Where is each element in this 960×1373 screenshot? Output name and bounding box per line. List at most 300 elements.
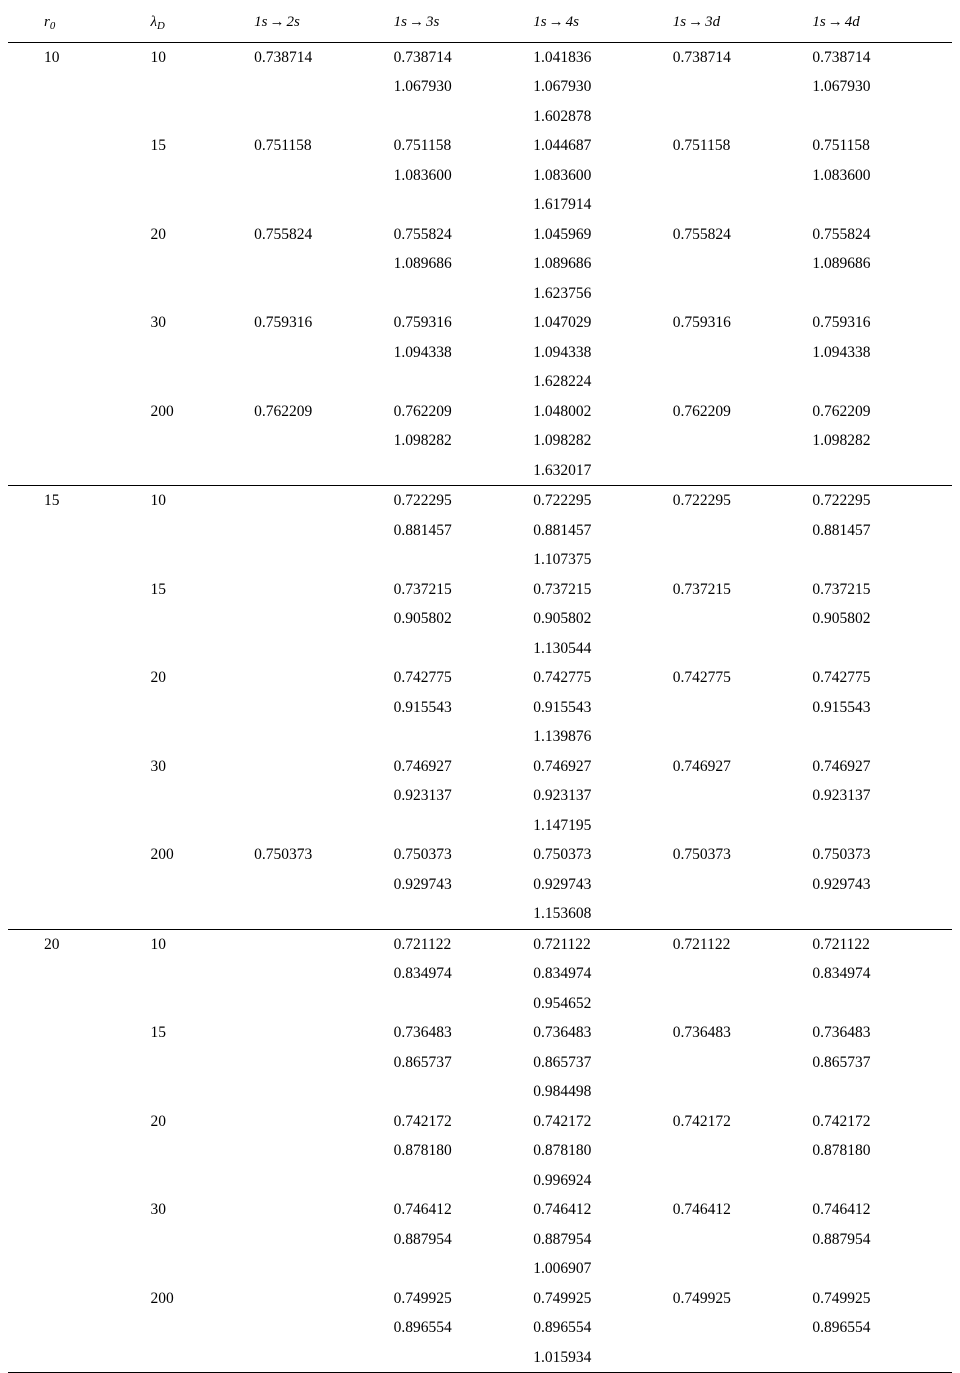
header-1s4s-to: 4s (565, 14, 579, 30)
table-row (8, 840, 952, 870)
cell-value-1s4s: 0.929743 (533, 875, 592, 893)
cell-r0 (8, 663, 142, 693)
table-row (8, 1166, 952, 1196)
cell-value-1s4d (812, 1166, 952, 1196)
cell-value-1s3d (673, 634, 813, 664)
cell-value-1s2s (254, 516, 394, 546)
cell-value-1s3d (673, 456, 813, 486)
cell-value-1s3d (673, 1225, 813, 1255)
table-header-row (8, 8, 952, 42)
cell-value-1s4d: 1.094338 (812, 343, 871, 361)
cell-value-1s2s (254, 279, 394, 309)
cell-value-1s3s: 0.865737 (393, 1053, 452, 1071)
table-head (8, 8, 952, 42)
cell-r0 (8, 1254, 142, 1284)
cell-lambda-d: 10 (142, 929, 254, 959)
cell-value-1s4d (812, 1254, 952, 1284)
cell-value-1s3s (394, 811, 534, 841)
cell-value-1s4d: 0.915543 (812, 698, 871, 716)
cell-r0 (8, 575, 142, 605)
cell-value-1s3s: 1.094338 (393, 343, 452, 361)
arrow-icon: → (269, 14, 285, 30)
cell-lambda-d (142, 456, 254, 486)
header-r0-sub: 0 (49, 20, 56, 33)
cell-value-1s2s (254, 959, 394, 989)
cell-value-1s3s (394, 722, 534, 752)
cell-value-1s4d (812, 1077, 952, 1107)
cell-value-1s3s (394, 989, 534, 1019)
cell-value-1s2s (254, 338, 394, 368)
cell-lambda-d: 15 (150, 1024, 166, 1042)
cell-value-1s3s: 1.098282 (393, 432, 452, 450)
cell-r0: 20 (8, 929, 142, 959)
cell-value-1s3s: 0.755824 (393, 225, 452, 243)
header-1s3s-to: 3s (426, 14, 440, 30)
cell-value-1s3s: 0.750373 (393, 846, 452, 864)
cell-lambda-d (142, 1136, 254, 1166)
cell-value-1s4s: 1.107375 (533, 551, 592, 569)
cell-value-1s3s: 1.083600 (393, 166, 452, 184)
cell-r0 (8, 338, 142, 368)
cell-value-1s4s: 1.089686 (533, 255, 592, 273)
cell-value-1s3s: 1.067930 (393, 78, 452, 96)
cell-value-1s3s: 0.896554 (393, 1319, 452, 1337)
cell-value-1s3s: 0.749925 (393, 1289, 452, 1307)
cell-value-1s4d: 0.738714 (812, 42, 952, 72)
header-1s4s-from: 1s (533, 14, 547, 30)
cell-value-1s4s: 0.722295 (533, 486, 673, 516)
cell-lambda-d (142, 279, 254, 309)
table-row (8, 722, 952, 752)
cell-value-1s2s (254, 722, 394, 752)
table-row (8, 693, 952, 723)
table-row (8, 42, 952, 72)
cell-value-1s4s: 0.954652 (533, 994, 592, 1012)
cell-lambda-d: 200 (150, 846, 174, 864)
cell-value-1s3d (673, 1136, 813, 1166)
cell-lambda-d (142, 367, 254, 397)
cell-r0 (8, 1107, 142, 1137)
cell-value-1s2s: 0.759316 (254, 314, 313, 332)
cell-value-1s3d (673, 604, 813, 634)
table-row (8, 486, 952, 516)
cell-value-1s3d: 0.759316 (672, 314, 731, 332)
table-row (8, 959, 952, 989)
table-row (8, 545, 952, 575)
cell-r0 (8, 397, 142, 427)
cell-value-1s4s: 1.041836 (533, 42, 673, 72)
cell-value-1s4s: 0.834974 (533, 965, 592, 983)
cell-value-1s3d: 0.738714 (673, 42, 813, 72)
cell-value-1s3s (394, 899, 534, 929)
cell-lambda-d (142, 1048, 254, 1078)
cell-lambda-d (142, 693, 254, 723)
cell-value-1s4s: 0.881457 (533, 521, 592, 539)
table-row (8, 1343, 952, 1373)
cell-value-1s4d: 0.929743 (812, 875, 871, 893)
cell-value-1s4d: 0.736483 (812, 1024, 871, 1042)
cell-r0 (8, 1166, 142, 1196)
cell-value-1s4d: 0.881457 (812, 521, 871, 539)
cell-r0 (8, 781, 142, 811)
cell-value-1s3s: 1.089686 (393, 255, 452, 273)
cell-value-1s3s: 0.751158 (393, 137, 452, 155)
cell-lambda-d (142, 338, 254, 368)
cell-value-1s4d (812, 367, 952, 397)
cell-value-1s3d (673, 1048, 813, 1078)
cell-r0 (8, 604, 142, 634)
cell-r0 (8, 1195, 142, 1225)
cell-value-1s3s (394, 102, 534, 132)
cell-value-1s3s: 0.737215 (393, 580, 452, 598)
cell-value-1s2s (254, 1284, 394, 1314)
cell-lambda-d (142, 72, 254, 102)
table-row (8, 1254, 952, 1284)
cell-value-1s3s (394, 279, 534, 309)
table-row (8, 1018, 952, 1048)
cell-value-1s3d (673, 545, 813, 575)
cell-value-1s4d: 0.742775 (812, 669, 871, 687)
cell-value-1s4s: 1.617914 (533, 196, 592, 214)
table-row (8, 220, 952, 250)
header-1s4d-to: 4d (844, 14, 860, 30)
cell-value-1s4d (812, 102, 952, 132)
cell-value-1s3s: 0.762209 (393, 402, 452, 420)
cell-value-1s4d: 0.722295 (812, 486, 952, 516)
cell-value-1s4d: 0.878180 (812, 1142, 871, 1160)
cell-r0 (8, 870, 142, 900)
cell-lambda-d (142, 426, 254, 456)
cell-value-1s4s: 0.984498 (533, 1083, 592, 1101)
cell-value-1s4s: 1.139876 (533, 728, 592, 746)
cell-value-1s3d: 0.755824 (672, 225, 731, 243)
cell-value-1s3d: 0.722295 (673, 486, 813, 516)
cell-lambda-d: 10 (142, 42, 254, 72)
cell-value-1s4s: 0.996924 (533, 1171, 592, 1189)
cell-value-1s3s: 0.905802 (393, 610, 452, 628)
cell-value-1s4d (812, 279, 952, 309)
cell-value-1s4d (812, 190, 952, 220)
cell-value-1s2s (254, 1107, 394, 1137)
cell-value-1s4s: 1.047029 (533, 314, 592, 332)
cell-value-1s4s: 0.878180 (533, 1142, 592, 1160)
cell-lambda-d: 10 (142, 486, 254, 516)
table-row (8, 1284, 952, 1314)
cell-value-1s3d: 0.749925 (672, 1289, 731, 1307)
cell-r0 (8, 899, 142, 929)
cell-lambda-d (142, 634, 254, 664)
cell-r0 (8, 131, 142, 161)
cell-lambda-d (142, 161, 254, 191)
cell-value-1s3s (394, 1077, 534, 1107)
cell-value-1s4s: 1.130544 (533, 639, 592, 657)
cell-value-1s4d (812, 722, 952, 752)
cell-value-1s4d: 0.742172 (812, 1112, 871, 1130)
cell-r0 (8, 1136, 142, 1166)
cell-value-1s4s: 0.923137 (533, 787, 592, 805)
cell-value-1s3s: 0.929743 (393, 875, 452, 893)
cell-r0 (8, 249, 142, 279)
cell-value-1s4s: 0.742775 (533, 669, 592, 687)
cell-value-1s3s: 0.742775 (393, 669, 452, 687)
cell-r0 (8, 456, 142, 486)
cell-value-1s2s: 0.762209 (254, 402, 313, 420)
header-1s4d-from: 1s (812, 14, 826, 30)
cell-value-1s4s: 1.067930 (533, 78, 592, 96)
cell-lambda-d (142, 1166, 254, 1196)
table-row (8, 1077, 952, 1107)
cell-value-1s4s: 0.721122 (533, 929, 673, 959)
cell-value-1s2s (254, 1018, 394, 1048)
cell-lambda-d (142, 190, 254, 220)
cell-value-1s4d: 1.089686 (812, 255, 871, 273)
cell-value-1s3s: 0.746927 (393, 757, 452, 775)
cell-value-1s2s (254, 781, 394, 811)
cell-r0 (8, 1048, 142, 1078)
cell-value-1s2s (254, 604, 394, 634)
cell-value-1s3s: 0.746412 (393, 1201, 452, 1219)
cell-value-1s4s: 0.865737 (533, 1053, 592, 1071)
cell-r0 (8, 367, 142, 397)
cell-value-1s2s (254, 249, 394, 279)
cell-value-1s4s: 0.742172 (533, 1112, 592, 1130)
arrow-icon: → (409, 14, 425, 30)
cell-value-1s3d (673, 1077, 813, 1107)
cell-value-1s3d (673, 516, 813, 546)
cell-value-1s4d: 0.896554 (812, 1319, 871, 1337)
cell-value-1s3d (673, 693, 813, 723)
cell-value-1s4d: 0.751158 (812, 137, 870, 155)
cell-value-1s3s: 0.881457 (393, 521, 452, 539)
cell-lambda-d (142, 1313, 254, 1343)
cell-value-1s4d (812, 899, 952, 929)
cell-value-1s4s: 1.628224 (533, 373, 592, 391)
cell-value-1s4s: 1.015934 (533, 1343, 673, 1373)
table-row (8, 131, 952, 161)
cell-r0: 10 (8, 42, 142, 72)
column-header-1s-4s (533, 8, 673, 42)
cell-value-1s3s (394, 190, 534, 220)
cell-value-1s3d (673, 367, 813, 397)
table-row (8, 1107, 952, 1137)
cell-value-1s4s: 0.736483 (533, 1024, 592, 1042)
cell-r0 (8, 1313, 142, 1343)
table-row (8, 249, 952, 279)
cell-value-1s3d (673, 279, 813, 309)
table-row (8, 338, 952, 368)
cell-value-1s2s (254, 1166, 394, 1196)
cell-value-1s4d: 0.834974 (812, 965, 871, 983)
header-1s2s-to: 2s (286, 14, 300, 30)
table-row (8, 1225, 952, 1255)
cell-value-1s2s (254, 545, 394, 575)
cell-r0 (8, 693, 142, 723)
cell-value-1s2s (254, 1343, 394, 1373)
cell-value-1s3d (673, 161, 813, 191)
cell-lambda-d: 30 (150, 1201, 166, 1219)
cell-value-1s4d: 0.737215 (812, 580, 871, 598)
cell-value-1s3s (394, 367, 534, 397)
cell-value-1s2s (254, 367, 394, 397)
cell-value-1s3d: 0.746927 (672, 757, 731, 775)
cell-value-1s4d (812, 634, 952, 664)
cell-r0 (8, 279, 142, 309)
cell-value-1s2s (254, 1313, 394, 1343)
cell-value-1s3s: 0.878180 (393, 1142, 452, 1160)
cell-value-1s2s (254, 1048, 394, 1078)
cell-value-1s3s: 0.736483 (393, 1024, 452, 1042)
cell-value-1s4s: 0.749925 (533, 1289, 592, 1307)
cell-value-1s3s (394, 456, 534, 486)
cell-r0 (8, 722, 142, 752)
header-1s3s-from: 1s (393, 14, 408, 30)
cell-r0 (8, 220, 142, 250)
cell-value-1s2s (254, 989, 394, 1019)
cell-value-1s3s: 0.834974 (393, 965, 452, 983)
cell-value-1s2s (254, 575, 394, 605)
column-header-r0 (8, 8, 142, 42)
cell-value-1s4s: 1.153608 (533, 905, 592, 923)
cell-lambda-d: 20 (150, 669, 166, 687)
cell-value-1s2s (254, 870, 394, 900)
cell-value-1s4d: 1.083600 (812, 166, 871, 184)
cell-lambda-d: 200 (150, 1289, 174, 1307)
cell-value-1s4s: 1.632017 (533, 461, 592, 479)
cell-value-1s4d (812, 545, 952, 575)
cell-value-1s2s (254, 456, 394, 486)
table-row (8, 1048, 952, 1078)
table-row (8, 72, 952, 102)
cell-lambda-d (142, 722, 254, 752)
cell-value-1s3s (394, 1166, 534, 1196)
cell-value-1s2s (254, 1225, 394, 1255)
cell-lambda-d (142, 102, 254, 132)
cell-r0 (8, 308, 142, 338)
cell-r0 (8, 752, 142, 782)
cell-r0 (8, 1225, 142, 1255)
cell-value-1s3s (394, 545, 534, 575)
cell-lambda-d (142, 781, 254, 811)
cell-r0 (8, 989, 142, 1019)
table-row (8, 811, 952, 841)
cell-value-1s3d (673, 338, 813, 368)
cell-value-1s4s: 1.094338 (533, 343, 592, 361)
cell-value-1s4d: 0.746412 (812, 1201, 871, 1219)
cell-value-1s3s (394, 634, 534, 664)
table-row (8, 367, 952, 397)
cell-value-1s3d (673, 870, 813, 900)
table-row (8, 752, 952, 782)
header-1s2s-from: 1s (254, 14, 268, 30)
cell-r0 (8, 811, 142, 841)
table-row (8, 516, 952, 546)
cell-value-1s4s: 1.045969 (533, 225, 592, 243)
cell-lambda-d: 30 (150, 314, 166, 332)
cell-value-1s2s (254, 72, 394, 102)
column-header-1s-3d (673, 8, 813, 42)
cell-r0 (8, 516, 142, 546)
cell-r0 (8, 72, 142, 102)
table-row (8, 870, 952, 900)
cell-value-1s2s (254, 190, 394, 220)
cell-lambda-d (142, 1225, 254, 1255)
table-body (8, 42, 952, 1373)
cell-value-1s3d: 0.762209 (672, 402, 731, 420)
cell-value-1s3d (673, 811, 813, 841)
cell-r0 (8, 1343, 142, 1373)
cell-value-1s4s: 1.602878 (533, 107, 592, 125)
cell-value-1s3d (673, 72, 813, 102)
cell-value-1s3s: 0.738714 (394, 42, 534, 72)
cell-value-1s3d: 0.742775 (672, 669, 731, 687)
cell-value-1s4s: 0.737215 (533, 580, 592, 598)
column-header-lambda-d (142, 8, 254, 42)
table-row (8, 426, 952, 456)
header-1s3d-from: 1s (672, 14, 687, 30)
table-row (8, 456, 952, 486)
cell-value-1s4d: 0.887954 (812, 1230, 871, 1248)
cell-value-1s2s (254, 161, 394, 191)
cell-lambda-d (142, 870, 254, 900)
cell-value-1s3d (673, 781, 813, 811)
cell-value-1s4d: 0.750373 (812, 846, 871, 864)
cell-lambda-d (142, 516, 254, 546)
cell-r0 (8, 1284, 142, 1314)
cell-r0: 15 (8, 486, 142, 516)
cell-r0 (8, 161, 142, 191)
cell-value-1s3d (673, 989, 813, 1019)
cell-value-1s4s: 0.746927 (533, 757, 592, 775)
cell-value-1s3d: 0.721122 (673, 929, 813, 959)
cell-value-1s4d: 0.905802 (812, 610, 871, 628)
cell-value-1s4d: 1.098282 (812, 432, 871, 450)
table-row (8, 397, 952, 427)
arrow-icon: → (827, 14, 843, 30)
table-row (8, 575, 952, 605)
cell-lambda-d (142, 989, 254, 1019)
cell-value-1s4s: 1.044687 (533, 137, 592, 155)
cell-value-1s3s: 0.887954 (393, 1230, 452, 1248)
cell-value-1s4d (812, 989, 952, 1019)
cell-value-1s3s: 0.923137 (393, 787, 452, 805)
cell-value-1s3s (394, 1254, 534, 1284)
cell-value-1s2s: 0.738714 (254, 42, 394, 72)
cell-value-1s2s (254, 899, 394, 929)
cell-value-1s3d (673, 1254, 813, 1284)
cell-r0 (8, 840, 142, 870)
cell-value-1s4d: 0.762209 (812, 402, 871, 420)
cell-value-1s2s (254, 929, 394, 959)
cell-value-1s4s: 0.896554 (533, 1319, 592, 1337)
cell-value-1s2s: 0.750373 (254, 846, 313, 864)
table-row (8, 1313, 952, 1343)
cell-value-1s3d (673, 899, 813, 929)
table-row (8, 604, 952, 634)
cell-lambda-d (142, 1254, 254, 1284)
cell-value-1s3s: 0.742172 (393, 1112, 452, 1130)
arrow-icon: → (548, 14, 564, 30)
cell-value-1s4s: 0.915543 (533, 698, 592, 716)
table-row (8, 634, 952, 664)
cell-r0 (8, 190, 142, 220)
table-row (8, 190, 952, 220)
cell-lambda-d: 20 (150, 225, 166, 243)
cell-value-1s3s: 0.721122 (394, 929, 534, 959)
cell-lambda-d: 30 (150, 757, 166, 775)
cell-value-1s3d (673, 190, 813, 220)
cell-value-1s4d (812, 811, 952, 841)
cell-r0 (8, 426, 142, 456)
